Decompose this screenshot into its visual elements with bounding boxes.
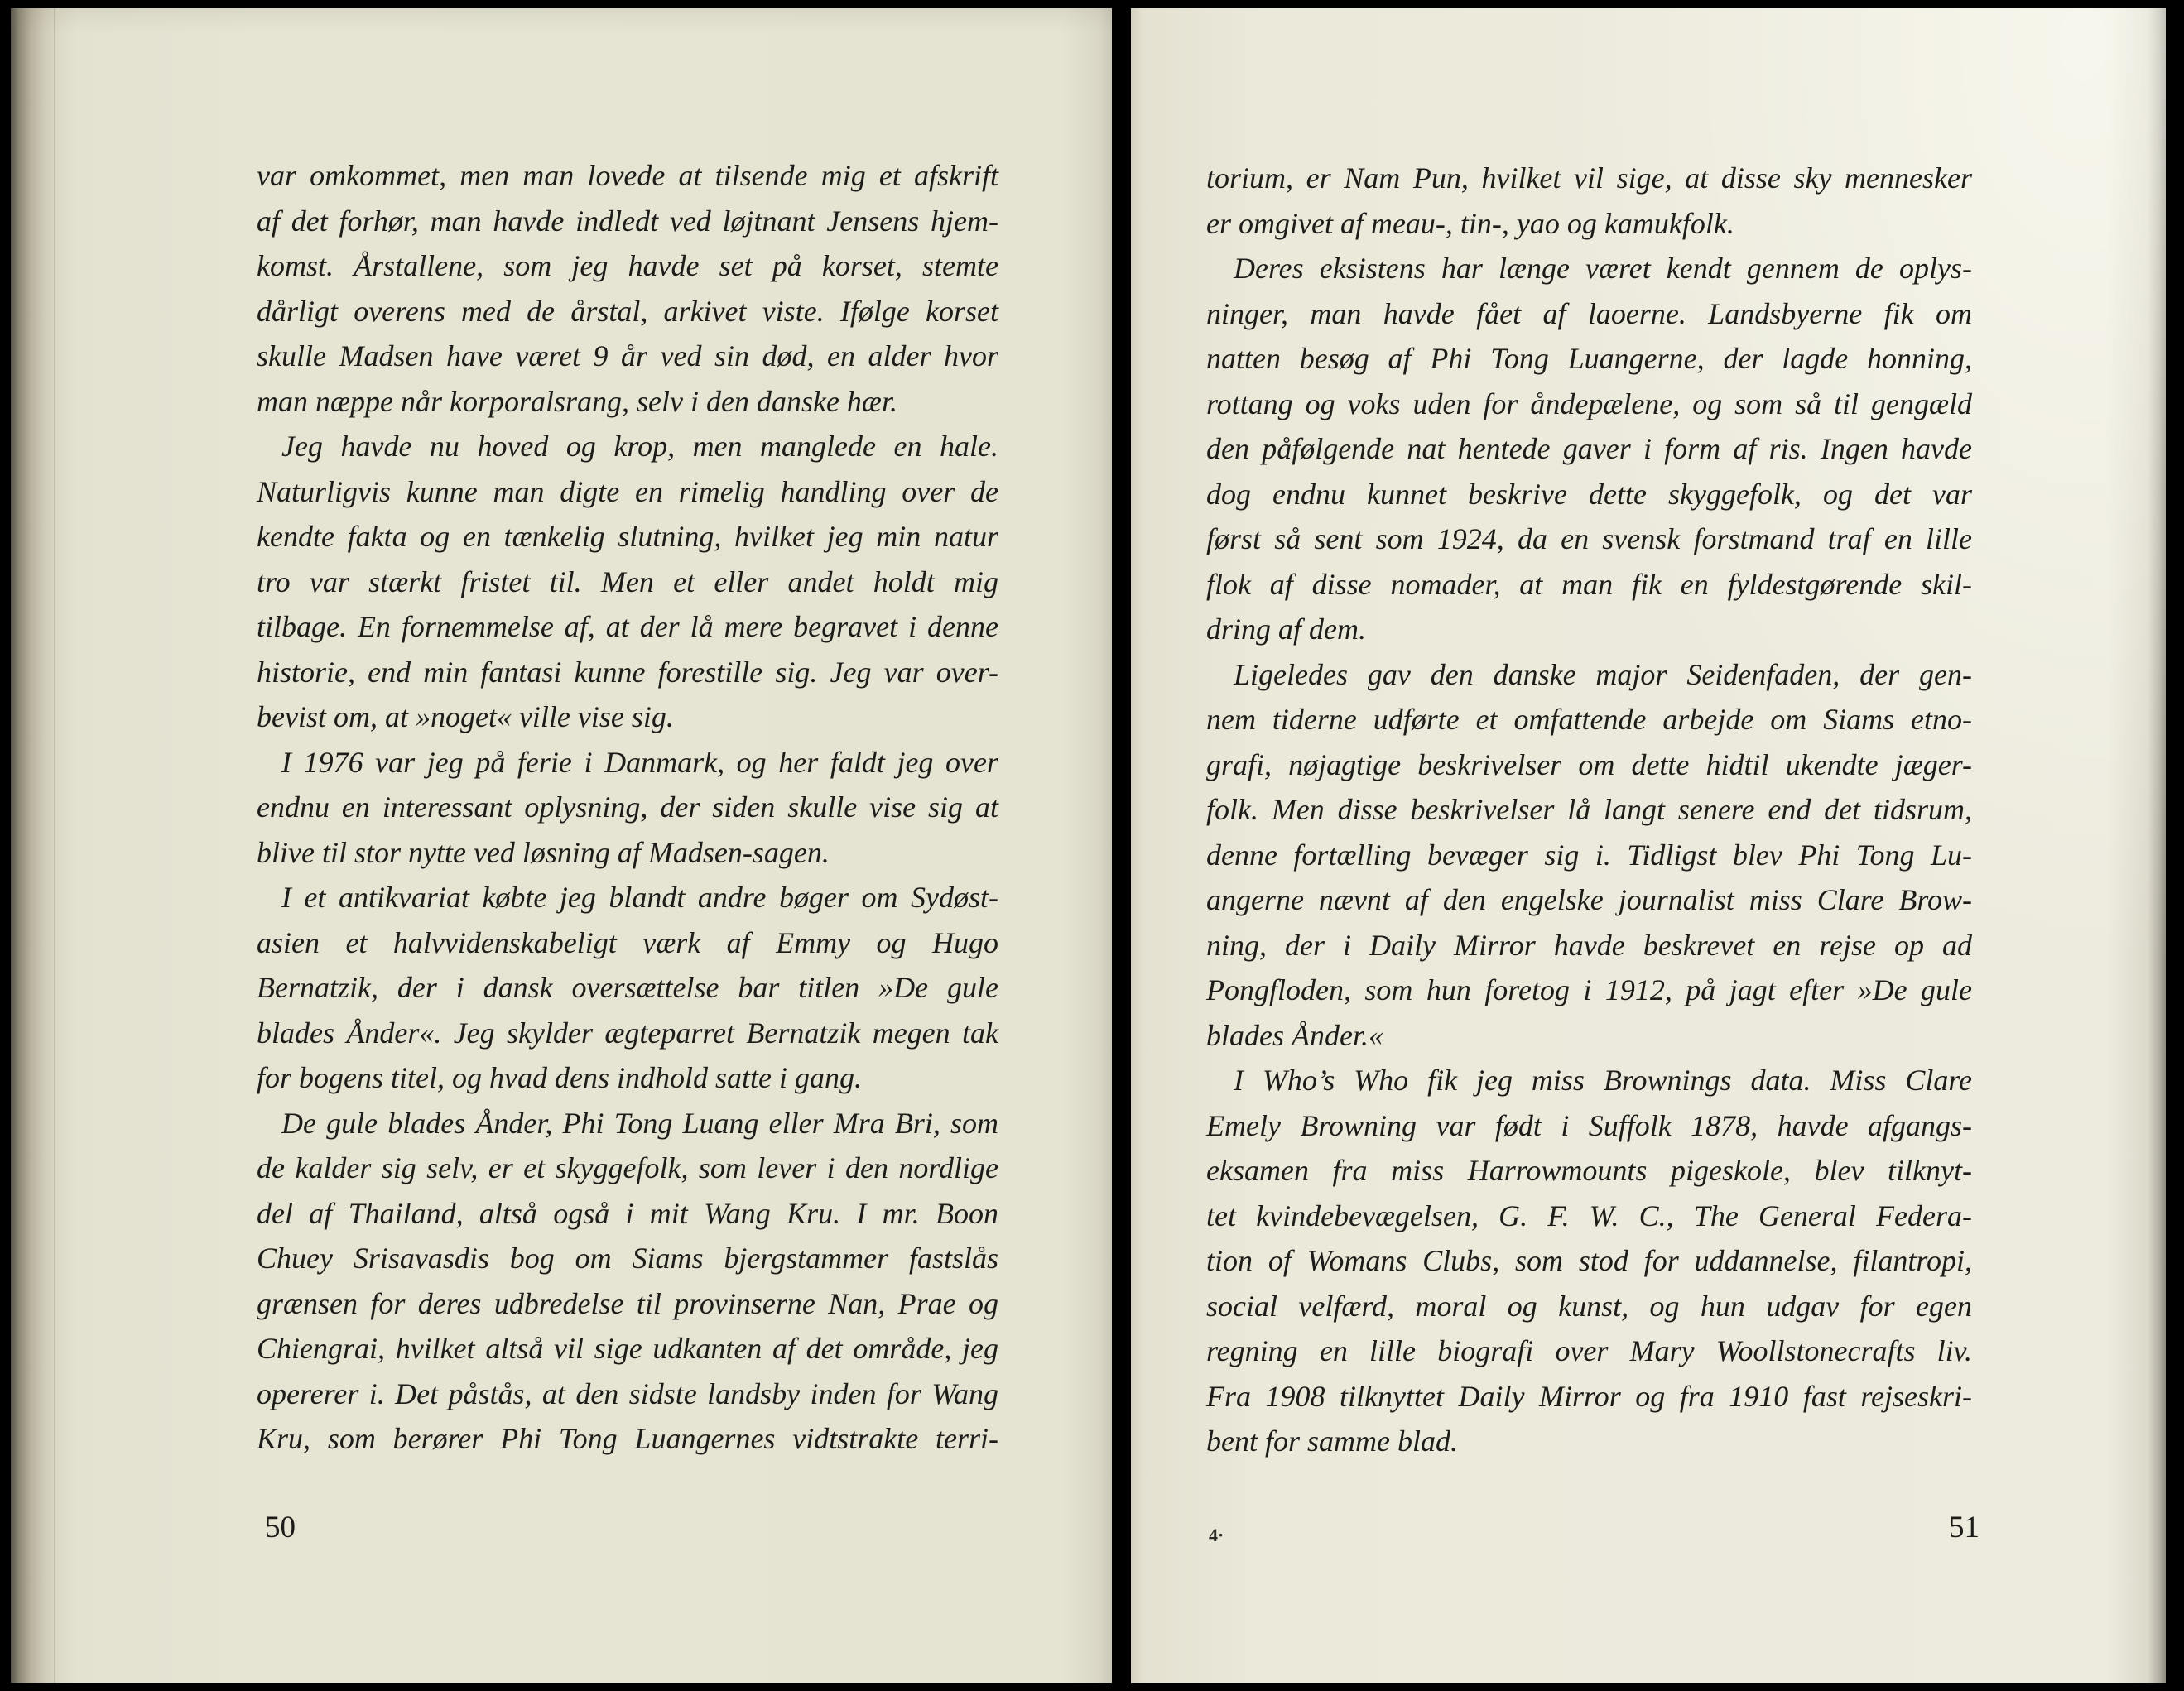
text-line: Chiengrai, hvilket altså vil sige udkanten af det område, jeg (257, 1332, 998, 1365)
text-line: nem tiderne udførte et omfattende arbejde om Siams etno- (1206, 703, 1972, 736)
text-line: kendte fakta og en tænkelig slutning, hvilket jeg min natur (257, 520, 998, 553)
text-line: komst. Årstallene, som jeg havde set på korset, stemte (257, 249, 998, 282)
text-line: de kalder sig selv, er et skyggefolk, som lever i den nordlige (257, 1151, 998, 1184)
text-line: Bernatzik, der i dansk oversættelse bar titlen »De gule (257, 971, 998, 1004)
text-line: grænsen for deres udbredelse til provinserne Nan, Prae og (257, 1286, 998, 1320)
text-line: af det forhør, man havde indledt ved løjtnant Jensens hjem- (257, 204, 998, 238)
text-line: tet kvindebevægelsen, G. F. W. C., The General Federa- (1206, 1199, 1972, 1232)
paragraph (257, 875, 998, 1101)
paragraph (257, 1101, 998, 1462)
text-line: bent for samme blad. (1206, 1424, 1458, 1458)
paragraph (1206, 246, 1972, 652)
page-number: 50 (265, 1511, 296, 1544)
spine-shadow (54, 8, 55, 1683)
page-text-block (257, 153, 998, 1462)
text-line: er omgivet af meau-, tin-, yao og kamukfolk. (1206, 206, 1734, 240)
text-line: blive til stor nytte ved løsning af Madsen-sagen. (257, 835, 830, 869)
text-line: Naturligvis kunne man digte en rimelig handling over de (257, 474, 998, 508)
text-line: den påfølgende nat hentede gaver i form af ris. Ingen havde (1206, 432, 1972, 465)
text-line: Fra 1908 tilknyttet Daily Mirror og fra 1910 fast rejseskri- (1206, 1379, 1972, 1413)
text-line: dårligt overens med de årstal, arkivet viste. Ifølge korset (257, 294, 998, 328)
text-line: folk. Men disse beskrivelser lå langt senere end det tidsrum, (1206, 793, 1972, 826)
text-line: social velfærd, moral og kunst, og hun udgav for egen (1206, 1289, 1972, 1323)
paragraph (257, 740, 998, 876)
text-line: torium, er Nam Pun, hvilket vil sige, at disse sky mennesker (1206, 161, 1972, 195)
text-line: Kru, som berører Phi Tong Luangernes vidtstrakte terri- (257, 1422, 998, 1455)
text-line: grafi, nøjagtige beskrivelser om dette hidtil ukendte jæger- (1206, 747, 1972, 781)
text-line: tilbage. En fornemmelse af, at der lå mere begravet i denne (257, 610, 998, 643)
text-line: opererer i. Det påstås, at den sidste landsby inden for Wang (257, 1376, 998, 1410)
left-page (11, 8, 1112, 1683)
text-line: rottang og voks uden for åndepælene, og som så til gengæld (1206, 387, 1972, 420)
signature-mark: 4· (1209, 1525, 1224, 1545)
text-line: Ligeledes gav den danske major Seidenfaden, der gen- (1234, 657, 1972, 691)
text-line: Chuey Srisavasdis bog om Siams bjergstammer fastslås (257, 1242, 998, 1275)
text-line: De gule blades Ånder, Phi Tong Luang eller Mra Bri, som (281, 1106, 998, 1140)
text-line: denne fortælling bevæger sig i. Tidligst blev Phi Tong Lu- (1206, 838, 1972, 872)
text-line: Pongfloden, som hun foretog i 1912, på jagt efter »De gule (1206, 973, 1972, 1006)
text-line: Deres eksistens har længe været kendt gennem de oplys- (1234, 252, 1972, 285)
text-line: skulle Madsen have været 9 år ved sin død, en alder hvor (257, 339, 998, 372)
text-line: endnu en interessant oplysning, der siden skulle vise sig at (257, 790, 998, 824)
text-line: I Who’s Who fik jeg miss Brownings data. Miss Clare (1234, 1064, 1972, 1097)
text-line: I et antikvariat købte jeg blandt andre bøger om Sydøst- (281, 881, 998, 914)
text-line: ninger, man havde fået af laoerne. Landsbyerne fik om (1206, 296, 1972, 330)
text-line: Jeg havde nu hoved og krop, men manglede en hale. (281, 430, 998, 463)
text-line: for bogens titel, og hvad dens indhold satte i gang. (257, 1061, 862, 1094)
paragraph (257, 424, 998, 740)
text-line: var omkommet, men man lovede at tilsende mig et afskrift (257, 159, 998, 192)
paragraph (1206, 156, 1972, 246)
right-page (1131, 8, 2166, 1683)
text-line: dring af dem. (1206, 613, 1366, 646)
paragraph (1206, 1058, 1972, 1464)
text-line: flok af disse nomader, at man fik en fyldestgørende skil- (1206, 567, 1972, 601)
text-line: Emely Browning var født i Suffolk 1878, havde afgangs- (1206, 1108, 1972, 1142)
text-line: I 1976 var jeg på ferie i Danmark, og her faldt jeg over (281, 745, 998, 779)
text-line: asien et halvvidenskabeligt værk af Emmy og Hugo (257, 925, 998, 959)
page-text-block (1206, 156, 1972, 1464)
text-line: tro var stærkt fristet til. Men et eller andet holdt mig (257, 564, 998, 598)
text-line: del af Thailand, altså også i mit Wang Kru. I mr. Boon (257, 1196, 998, 1230)
text-line: dog endnu kunnet beskrive dette skyggefolk, og det var (1206, 477, 1972, 511)
text-line: historie, end min fantasi kunne forestille sig. Jeg var over- (257, 655, 998, 689)
paragraph (1206, 652, 1972, 1059)
text-line: angerne nævnt af den engelske journalist miss Clare Brow- (1206, 883, 1972, 916)
text-line: regning en lille biografi over Mary Woollstonecrafts liv. (1206, 1334, 1972, 1367)
text-line: man næppe når korporalsrang, selv i den danske hær. (257, 384, 897, 418)
text-line: bevist om, at »noget« ville vise sig. (257, 700, 674, 733)
text-line: ning, der i Daily Mirror havde beskrevet en rejse op ad (1206, 928, 1972, 962)
paragraph (257, 153, 998, 424)
text-line: blades Ånder.« (1206, 1018, 1383, 1052)
text-line: blades Ånder«. Jeg skylder ægteparret Bernatzik megen tak (257, 1016, 998, 1050)
text-line: natten besøg af Phi Tong Luangerne, der lagde honning, (1206, 342, 1972, 375)
text-line: tion of Womans Clubs, som stod for uddannelse, filantropi, (1206, 1244, 1972, 1277)
page-number: 51 (1949, 1511, 1980, 1544)
text-line: først så sent som 1924, da en svensk forstmand traf en lille (1206, 522, 1972, 555)
text-line: eksamen fra miss Harrowmounts pigeskole, blev tilknyt- (1206, 1154, 1972, 1187)
